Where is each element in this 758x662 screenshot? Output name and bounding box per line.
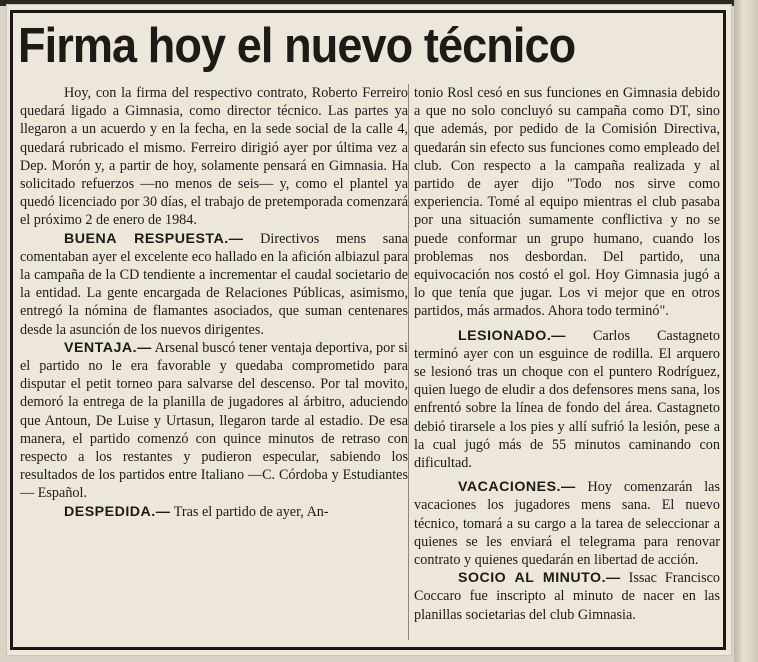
despedida-continued-paragraph: tonio Rosl cesó en sus funciones en Gimnasia debido a que no solo concluyó su campaña como DT, sino que además, por pedido de la Comisión Directiva, quedarán sin efecto sus funciones como empleado del club. Con respecto a la campaña realizada y al partido de ayer dijo "Todo nos sirve como experiencia. Tomé al equipo mientras el club pasaba por una situación sumamente conflictiva y no se puede conformar un grupo humano, cuando los problemas nos desbordan. Del partido, una equivocación nos costó el gol. Hoy Gimnasia jugó a lo que tenía que jugar. Los vi mejor que en otros partidos, más armados. Ahora todo terminó". bbox=[414, 85, 720, 320]
despedida-paragraph bbox=[20, 503, 408, 521]
right-column bbox=[414, 84, 720, 624]
adjacent-page-edge bbox=[734, 0, 758, 662]
lesionado-lead: LESIONADO.— bbox=[458, 327, 566, 344]
vacaciones-text: Hoy comenzarán las vacaciones los jugadores mens sana. El nuevo técnico, tomará a su cargo a la tarea de seleccionar a quienes se les enviará el telegrama para renovar contrato y quienes quedarán en libertad de acción. bbox=[414, 479, 720, 569]
socio-lead: SOCIO AL MINUTO.— bbox=[458, 570, 621, 587]
buena-respuesta-paragraph bbox=[20, 230, 408, 339]
lesionado-paragraph bbox=[414, 327, 720, 473]
despedida-lead: DESPEDIDA.— bbox=[64, 503, 171, 520]
ventaja-paragraph bbox=[20, 339, 408, 503]
vacaciones-lead: VACACIONES.— bbox=[458, 479, 576, 496]
lesionado-text: Carlos Castagneto terminó ayer con un esguince de rodilla. El arquero se lesionó tras un choque con el puntero Rodríguez, quien luego de eludir a dos defensores mens sana, los enfrentó sobre la línea de fondo del área. Castagneto debió tirarsele a los pies y allí sufrió la lesión, pese a la cual jugó más de 55 minutos caminando con dificultad. bbox=[414, 327, 720, 472]
buena-respuesta-text: Directivos mens sana comentaban ayer el excelente eco hallado en la afición albiazul para la campaña de la CD tendiente a incrementar el caudal societario de la entidad. La gente encargada de Relaciones Públicas, asimismo, entregó la nómina de flamantes asociados, que suman centenares desde la asunción de los nuevos dirigentes. bbox=[20, 230, 408, 338]
ventaja-lead: VENTAJA.— bbox=[64, 339, 152, 356]
vacaciones-paragraph bbox=[414, 478, 720, 569]
column-rule bbox=[408, 84, 409, 640]
socio-text: Issac Francisco Coccaro fue inscripto al minuto de nacer en las planillas societarias del club Gimnasia. bbox=[414, 570, 720, 623]
headline: Firma hoy el nuevo técnico bbox=[18, 19, 576, 73]
ventaja-text: Arsenal buscó tener ventaja deportiva, por si el partido no le era favorable y quedaba comprometido para disputar el petit torneo para salvarse del descenso. Por tal movito, demoró la entrega de la planilla de jugadores al árbitro, aduciendo que Antoun, De Luise y Urtasun, llegaron tarde al estadio. De esa manera, el partido comenzó con quince minutos de retraso con respecto a los restantes y pudieron especular, sabiendo los resultados de los partidos entre Italiano —C. Córdoba y Estudiantes— Español. bbox=[20, 339, 408, 502]
intro-paragraph: Hoy, con la firma del respectivo contrato, Roberto Ferreiro quedará ligado a Gimnasia, como director técnico. Las partes ya llegaron a un acuerdo y en la fecha, en la sede social de la calle 4, quedará rubricado el mismo. Ferreiro dirigió ayer por última vez a Dep. Morón y, a partir de hoy, solamente pensará en Gimnasia. Ha solicitado refuerzos —no menos de seis— y, como el plantel ya quedó licenciado por 30 días, el trabajo de pretemporada comenzará el próximo 2 de enero de 1984. bbox=[20, 85, 408, 229]
left-column bbox=[20, 84, 408, 521]
socio-paragraph bbox=[414, 569, 720, 624]
despedida-text: Tras el partido de ayer, An- bbox=[170, 503, 329, 520]
buena-respuesta-lead: BUENA RESPUESTA.— bbox=[64, 230, 244, 247]
